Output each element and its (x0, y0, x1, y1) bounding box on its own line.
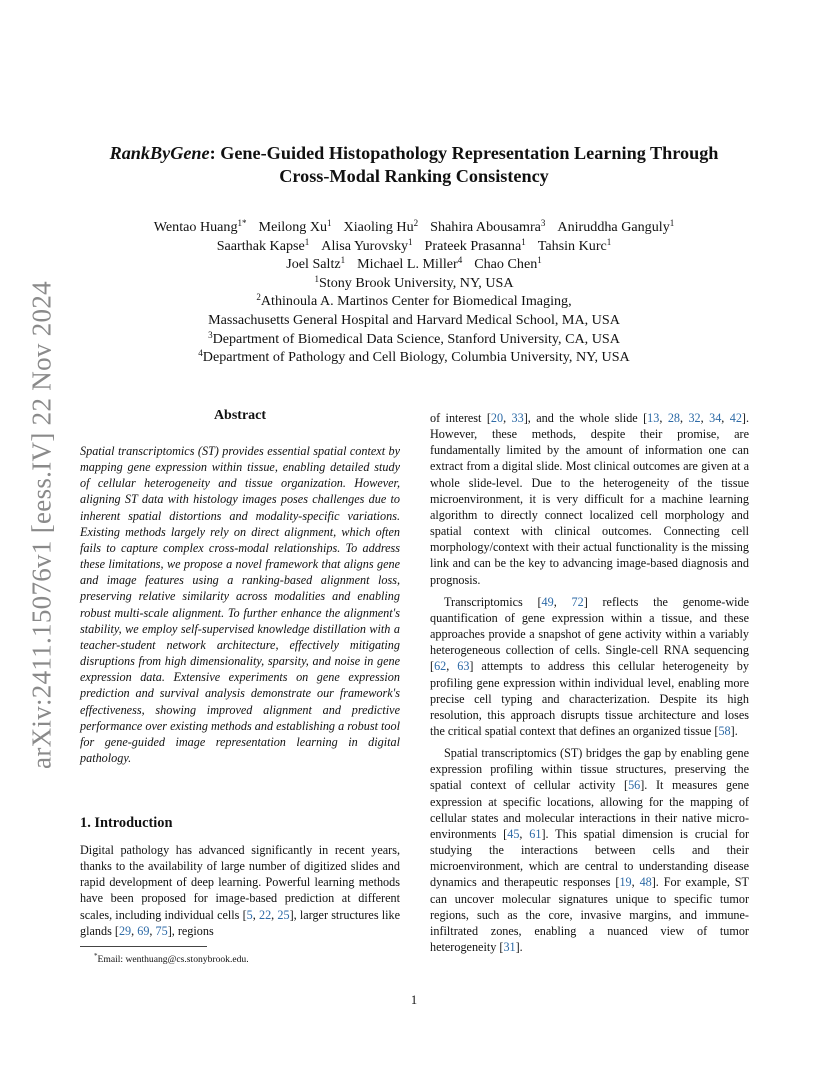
author-row (80, 255, 748, 274)
right-paragraph-2: Transcriptomics [49, 72] reflects the genome-wide quantification of gene expression within a tissue, and these approaches provide a snapshot of gene activity within a variably heterogeneous collection of cells. Single-cell RNA sequencing [62, 63] attempts to address this cellular heterogeneity by profiling gene expression within individual level, enabling more precise cell typing and characterization. Despite its high resolution, this approach disrupts tissue architecture and loses the critical spatial context that defines an organized tissue [58]. (430, 594, 750, 738)
author-affiliation-mark: 1 (408, 236, 413, 247)
introduction-body (80, 842, 400, 939)
author-name: Tahsin Kurc$^1$ (537, 236, 612, 254)
affiliation-mark: 4 (198, 348, 203, 359)
author-name: Saarthak Kapse$^1$ (216, 236, 310, 254)
introduction-heading: 1. Introduction (80, 815, 173, 831)
author-affiliation-mark: 2 (413, 218, 419, 228)
author-affiliation-mark: 3 (540, 218, 546, 228)
affiliation-mark: 2 (256, 292, 261, 303)
affiliation-line: $^3$Department of Biomedical Data Science, Stanford University, CA, USA (208, 329, 620, 347)
affiliation-mark: 1 (314, 273, 319, 284)
affiliation-mark: 3 (208, 329, 213, 340)
author-name: Shahira Abousamra$^3$ (430, 218, 546, 235)
footnote-text: Email: wenthuang@cs.stonybrook.edu. (97, 954, 249, 966)
citation-link[interactable]: 25 (277, 907, 290, 922)
author-affiliation-mark: 1 (327, 218, 332, 228)
footnote-rule (80, 946, 207, 947)
author-affiliation-mark: 1* (237, 218, 247, 228)
citation-link[interactable]: 31 (503, 940, 516, 954)
arxiv-stamp (22, 280, 62, 770)
citation-link[interactable]: 45 (507, 826, 520, 841)
author-affiliation-mark: 1 (340, 255, 346, 266)
citation-link[interactable]: 75 (155, 923, 168, 938)
author-name: Alisa Yurovsky$^1$ (321, 236, 413, 254)
abstract-text: Spatial transcriptomics (ST) provides essential spatial context by mapping gene expression within tissue, enabling detailed study of cellular heterogeneity and tissue organization. However, aligning ST data with histology images poses challenges due to inherent spatial distortions and modality-specific variations. Existing methods largely rely on direct alignment, which often fails to capture complex cross-modal relationships. To address these limitations, we propose a novel framework that aligns gene and image features using a ranking-based alignment loss, preserving relative similarity across modalities and enabling robust multi-scale alignment. To further enhance the alignment's stability, we employ self-supervised knowledge distillation with a teacher-student network architecture, effectively mitigating disruptions from high dimensionality, sparsity, and noise in gene expression data. Extensive experiments on gene expression prediction and survival analysis demonstrate our framework's effectiveness, showing improved alignment and predictive performance over existing methods and establishing a robust tool for gene-guided image representation learning in digital pathology. (80, 444, 400, 765)
citation-link[interactable]: 29 (118, 923, 132, 938)
arxiv-stamp-text: arXiv:2411.15076v1 [eess.IV] 22 Nov 2024 (26, 281, 57, 769)
author-row (80, 237, 748, 256)
author-affiliation-mark: 1 (606, 236, 612, 247)
title-line-2: Cross-Modal Ranking Consistency (279, 166, 549, 186)
author-affiliation-mark: 1 (521, 236, 526, 247)
citation-link[interactable]: 56 (628, 778, 641, 793)
citation-link[interactable]: 28 (667, 411, 680, 425)
abstract-body (80, 443, 400, 766)
author-affiliation-mark: 1 (304, 236, 310, 247)
author-name: Wentao Huang$^{1*}$ (153, 218, 247, 235)
author-name: Joel Saltz$^1$ (286, 255, 346, 273)
title-line-1: : Gene-Guided Histopathology Representation Learning Through (209, 143, 719, 163)
author-name: Prateek Prasanna$^1$ (424, 236, 526, 254)
citation-link[interactable]: 13 (647, 411, 660, 425)
author-affiliation-mark: 4 (457, 255, 463, 266)
citation-link[interactable]: 22 (258, 907, 272, 922)
author-name: Aniruddha Ganguly$^1$ (557, 218, 675, 235)
citation-link[interactable]: 32 (688, 411, 701, 425)
affiliation-list (80, 274, 748, 367)
affiliation-line: $^4$Department of Pathology and Cell Biology, Columbia University, NY, USA (198, 348, 630, 366)
author-affiliation-mark: 1 (537, 255, 542, 266)
citation-link[interactable]: 48 (639, 875, 652, 890)
affiliation-line: Massachusetts General Hospital and Harvard Medical School, MA, USA (208, 311, 620, 328)
paper-title (80, 142, 748, 188)
citation-link[interactable]: 42 (729, 411, 742, 425)
author-block (80, 218, 748, 367)
author-name: Meilong Xu$^1$ (258, 218, 332, 235)
citation-link[interactable]: 72 (571, 594, 584, 609)
footnote (94, 952, 249, 965)
author-name: Xiaoling Hu$^2$ (343, 218, 419, 235)
citation-link[interactable]: 49 (541, 594, 554, 609)
intro-paragraph-1: Digital pathology has advanced significantly in recent years, thanks to the availability of large number of digitized slides and rapid development of deep learning. Powerful learning methods have been proposed for image-based prediction at different scales, including individual cells [5, 22, 25], larger structures like glands [29, 69, 75], regions (80, 843, 401, 938)
author-name: Michael L. Miller$^4$ (357, 255, 463, 273)
author-row (80, 218, 748, 237)
citation-link[interactable]: 34 (709, 411, 722, 425)
right-column (430, 410, 749, 955)
author-name: Chao Chen$^1$ (474, 255, 542, 273)
citation-link[interactable]: 20 (490, 411, 504, 425)
abstract-heading: Abstract (213, 408, 267, 423)
citation-link[interactable]: 58 (718, 723, 731, 738)
right-paragraph-1: of interest [20, 33], and the whole slide [13, 28, 32, 34, 42]. However, these methods, despite their promise, are fundamentally limited by the amount of information one can extract from a digital slide. Most clinical outcomes are given at a whole slide-level. Due to the heterogeneity of the tissue microenvironment, it is very difficult for a machine learning algorithm to directly connect localized cell morphology and spatial context with clinical outcomes. Connecting cell morphology/context with their actual functionality is the missing link and can be the key to advancing image-based diagnosis and prognosis. (430, 411, 750, 587)
page-number: 1 (410, 993, 418, 1007)
affiliation-line: $^2$Athinoula A. Martinos Center for Biomedical Imaging, (256, 292, 572, 310)
citation-link[interactable]: 5 (246, 907, 253, 922)
citation-link[interactable]: 69 (137, 923, 150, 938)
method-name: RankByGene (109, 143, 210, 163)
right-paragraph-3: Spatial transcriptomics (ST) bridges the gap by enabling gene expression profiling within tissue structures, preserving the spatial context of cellular activity [56]. It measures gene expression at specific locations, allowing for the mapping of cellular states and molecular interactions in their native micro-environments [45, 61]. This spatial dimension is crucial for studying the interactions between cells and their microenvironment, which are central to understanding disease dynamics and therapeutic responses [19, 48]. For example, ST can uncover molecular signatures unique to specific tumor regions, such as the core, invasive margins, and immune-infiltrated zones, enabling a nuanced view of tumor heterogeneity [31]. (430, 746, 750, 954)
affiliation-line: $^1$Stony Brook University, NY, USA (314, 273, 514, 291)
author-affiliation-mark: 1 (669, 218, 675, 228)
citation-link[interactable]: 63 (457, 659, 470, 674)
author-list (80, 218, 748, 274)
footnote-mark: * (94, 952, 98, 960)
citation-link[interactable]: 61 (529, 826, 542, 841)
citation-link[interactable]: 19 (619, 875, 632, 890)
citation-link[interactable]: 62 (434, 659, 447, 674)
citation-link[interactable]: 33 (511, 411, 524, 425)
